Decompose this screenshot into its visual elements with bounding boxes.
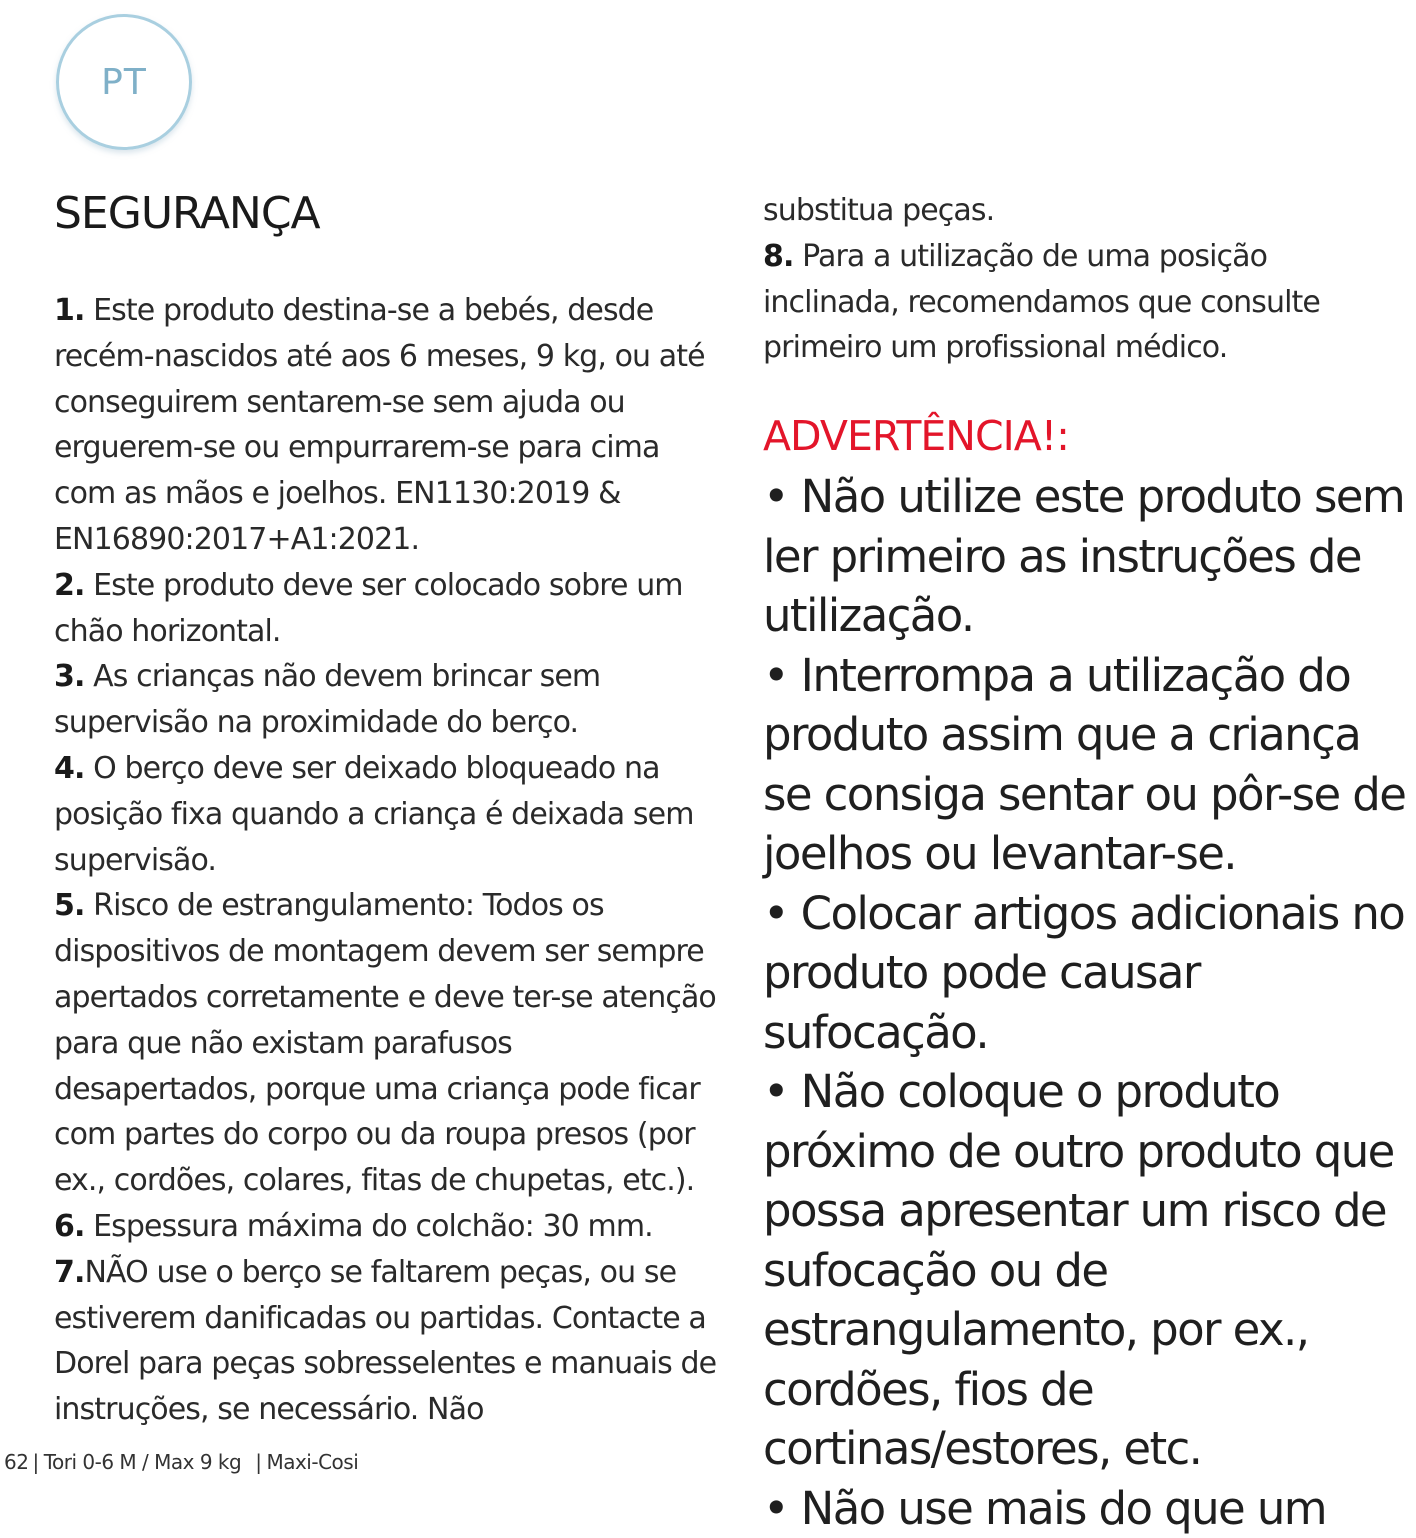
- safety-list-continued: [763, 188, 1408, 371]
- footer-divider: |: [255, 1450, 261, 1474]
- warning-item: • Interrompa a utilização do produto assim que a criança se consiga sentar ou pôr-se de joelhos ou levantar-se.: [763, 646, 1411, 884]
- safety-item-8: [763, 234, 1408, 371]
- section-title: SEGURANÇA: [54, 188, 320, 239]
- safety-item-4: [54, 746, 719, 883]
- safety-item-7: [54, 1250, 719, 1433]
- language-badge: [56, 14, 192, 150]
- item-text: Este produto deve ser colocado sobre um chão horizontal.: [54, 568, 683, 649]
- page-number: 62: [4, 1450, 28, 1474]
- warning-item: • Não coloque o produto próximo de outro produto que possa apresentar um risco de sufocação ou de estrangulamento, por ex., cordões, fios de cortinas/estores, etc.: [763, 1062, 1411, 1479]
- item-text: O berço deve ser deixado bloqueado na posição fixa quando a criança é deixada sem supervisão.: [54, 751, 694, 878]
- safety-list: [54, 288, 719, 1433]
- safety-item-5: [54, 883, 719, 1204]
- item-number: 8.: [763, 239, 793, 274]
- item-text: As crianças não devem brincar sem supervisão na proximidade do berço.: [54, 659, 600, 740]
- safety-item-3: [54, 654, 719, 746]
- item-number: 2.: [54, 568, 84, 603]
- item-text: Este produto destina-se a bebés, desde recém-nascidos até aos 6 meses, 9 kg, ou até conseguirem sentarem-se sem ajuda ou erguerem-se ou empurrarem-se para cima com as mãos e joelhos. EN1130:2019 & EN16890:2017+A1:2021.: [54, 293, 705, 557]
- safety-item-1: [54, 288, 719, 563]
- item-number: 3.: [54, 659, 84, 694]
- item-number: 5.: [54, 888, 84, 923]
- language-code: PT: [101, 62, 147, 103]
- warning-item: • Não utilize este produto sem ler primeiro as instruções de utilização.: [763, 467, 1411, 646]
- item-text: Espessura máxima do colchão: 30 mm.: [84, 1209, 652, 1244]
- safety-item-6: [54, 1204, 719, 1250]
- continued-text: substitua peças.: [763, 188, 1408, 234]
- item-number: 6.: [54, 1209, 84, 1244]
- page-footer: [4, 1450, 358, 1474]
- footer-divider: |: [32, 1450, 38, 1474]
- item-number: 7.: [54, 1255, 84, 1290]
- item-text: Para a utilização de uma posição inclinada, recomendamos que consulte primeiro um profissional médico.: [763, 239, 1320, 366]
- item-text: Risco de estrangulamento: Todos os dispositivos de montagem devem ser sempre apertados corretamente e deve ter-se atenção para que não existam parafusos desapertados, porque uma criança pode ficar com partes do corpo ou da roupa presos (por ex., cordões, colares, fitas de chupetas, etc.).: [54, 888, 716, 1198]
- item-text: NÃO use o berço se faltarem peças, ou se estiverem danificadas ou partidas. Contacte a Dorel para peças sobresselentes e manuais de instruções, se necessário. Não: [54, 1255, 716, 1427]
- warning-list: [763, 467, 1411, 1538]
- safety-item-2: [54, 563, 719, 655]
- brand-name: Maxi-Cosi: [266, 1450, 358, 1474]
- item-number: 4.: [54, 751, 84, 786]
- product-name: Tori 0-6 M / Max 9 kg: [44, 1450, 242, 1474]
- warning-item: • Não use mais do que um: [763, 1479, 1411, 1538]
- warning-title: ADVERTÊNCIA!:: [763, 412, 1069, 460]
- warning-item: • Colocar artigos adicionais no produto pode causar sufocação.: [763, 884, 1411, 1063]
- item-number: 1.: [54, 293, 84, 328]
